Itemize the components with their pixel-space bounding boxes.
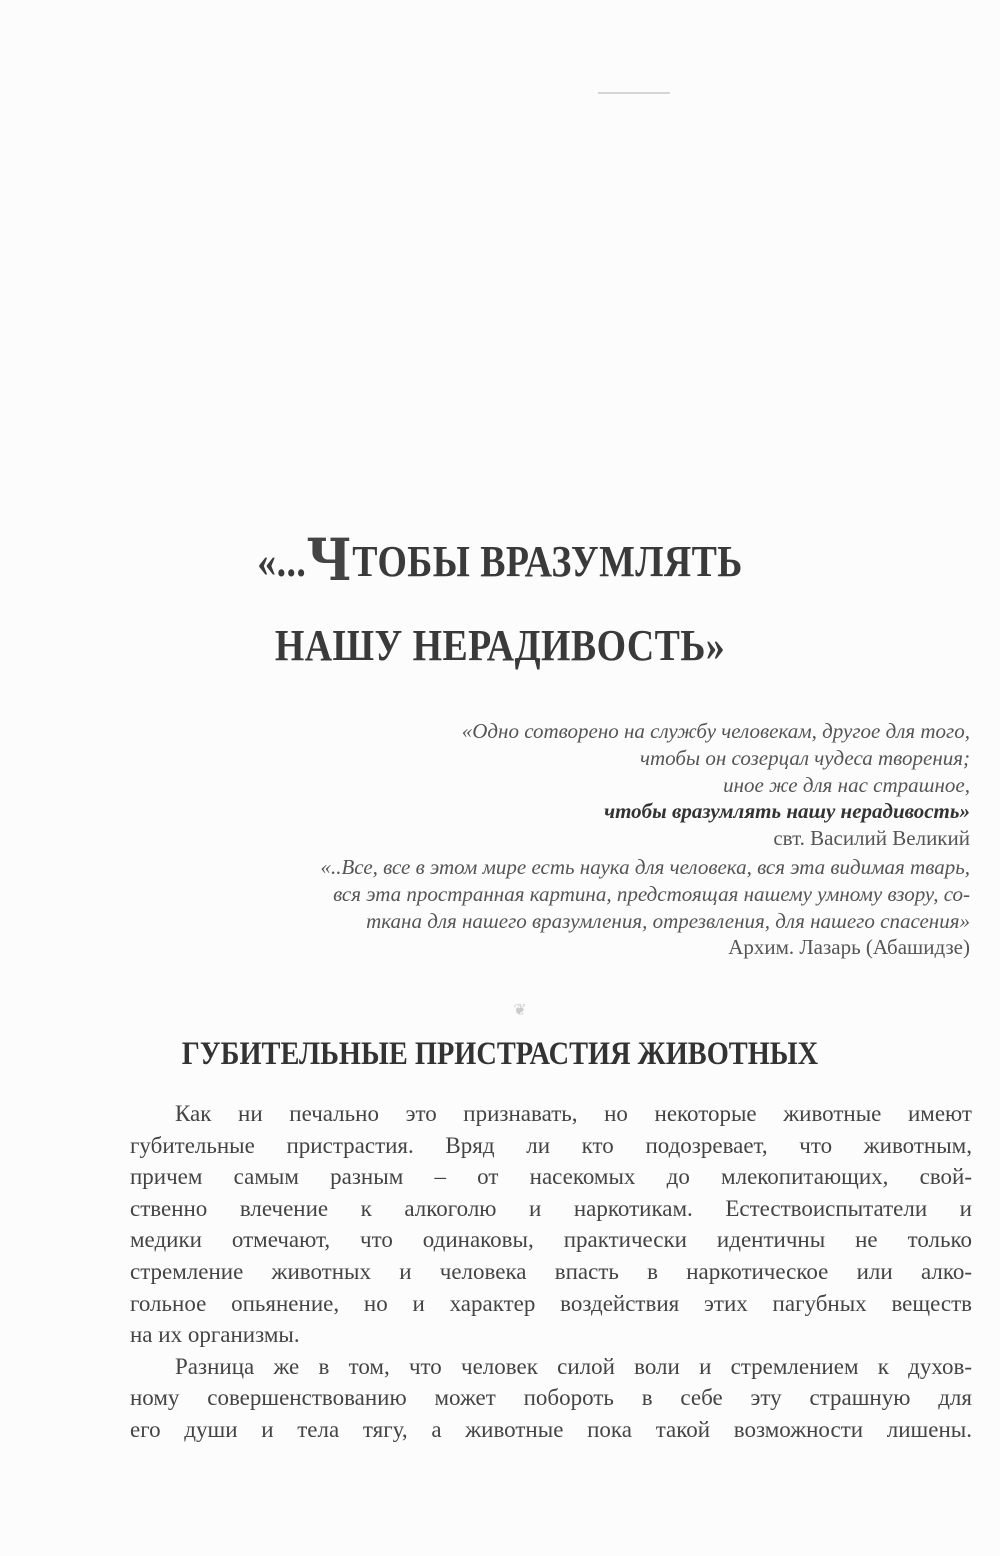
body-line: его души и тела тягу, а животные пока такой возможности лишены. [130, 1416, 972, 1442]
epigraph-line: ткана для нашего вразумления, отрезвления, для нашего спасения» [366, 908, 970, 933]
epigraph-line: вся эта пространная картина, предстоящая нашему умному взору, со- [333, 881, 970, 906]
section-heading: ГУБИТЕЛЬНЫЕ ПРИСТРАСТИЯ ЖИВОТНЫХ [181, 1036, 819, 1072]
epigraph-author: Архим. Лазарь (Абашидзе) [728, 935, 970, 960]
epigraph-line: «Одно сотворено на службу человекам, другое для того, [461, 719, 970, 743]
body-line: Как ни печально это признавать, но некоторые животные имеют [175, 1101, 972, 1126]
body-line: гольное опьянение, но и характер воздействия этих пагубных веществ [130, 1290, 972, 1316]
bleed-through-dash [598, 92, 670, 94]
open-quote: «... [257, 537, 307, 586]
body-line: медики отмечают, что одинаковы, практически идентичны не только [130, 1227, 972, 1253]
body-line: Разница же в том, что человек силой воли и стремлением к духов- [175, 1353, 972, 1379]
epigraph-lazar [130, 854, 970, 961]
title-text: ТОБЫ ВРАЗУМЛЯТЬ [352, 537, 743, 586]
chapter-title-line-2: НАШУ НЕРАДИВОСТЬ» [274, 621, 726, 670]
epigraph-line: «..Все, все в этом мире есть наука для человека, вся эта видимая тварь, [320, 855, 970, 879]
body-line: губительные пристрастия. Вряд ли кто подозревает, что животным, [130, 1132, 972, 1158]
epigraph-line: чтобы он созерцал чудеса творения; [639, 745, 970, 770]
chapter-title-line-1 [70, 522, 930, 594]
body-line: ственно влечение к алкоголю и наркотикам. Естествоиспытатели и [130, 1195, 972, 1221]
body-text [130, 1098, 972, 1446]
body-line: на их организмы. [130, 1322, 300, 1348]
epigraph-bold-line: чтобы вразумлять нашу нерадивость» [604, 799, 970, 824]
body-line: ному совершенствованию может побороть в себе эту страшную для [130, 1385, 972, 1411]
body-line: стремление животных и человека впасть в наркотическое или алко- [130, 1258, 972, 1284]
body-line: причем самым разным – от насекомых до млекопитающих, свой- [130, 1164, 972, 1190]
epigraph-line: иное же для нас страшное, [723, 772, 970, 797]
ornamental-dropcap: Ч [306, 526, 353, 594]
ornament-divider-icon: ❦ [513, 1002, 527, 1019]
epigraph-author: свт. Василий Великий [773, 826, 970, 851]
epigraph-basil [130, 718, 970, 852]
